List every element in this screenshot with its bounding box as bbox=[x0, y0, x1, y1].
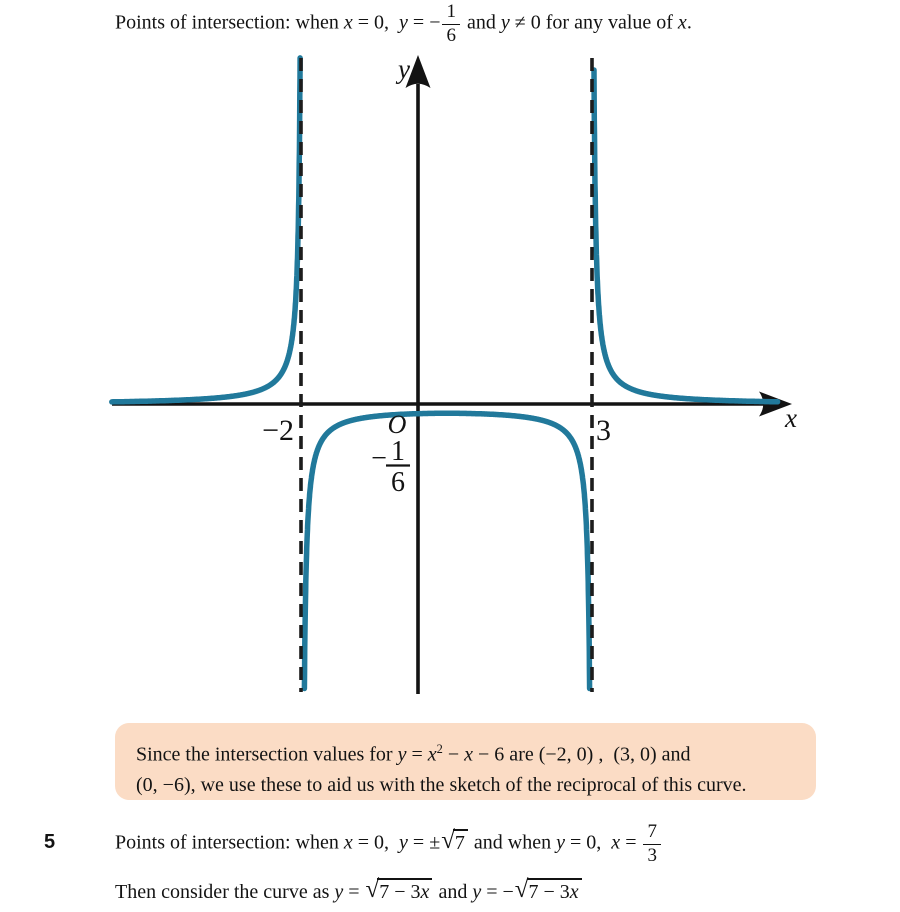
y-intercept-minus-sign: − bbox=[371, 443, 387, 474]
curve-left-branch bbox=[112, 58, 300, 402]
note-box-line2: (0, −6), we use these to aid us with the sketch of the reciprocal of this curve. bbox=[136, 773, 747, 796]
x-tick-minus2: −2 bbox=[262, 414, 294, 447]
item5-line2-text: Then consider the curve as y = √ 7 − 3x and y = − √ 7 − 3x bbox=[115, 878, 583, 905]
radical-icon: √ bbox=[365, 875, 380, 903]
note-box-line1: Since the intersection values for $y = x^2 - x - 6$ are (−2, 0) , (3, 0) and bbox=[136, 742, 691, 766]
reciprocal-curve-graph bbox=[108, 46, 802, 698]
radical-icon: √ bbox=[441, 826, 455, 854]
intro-sentence bbox=[115, 0, 835, 48]
item5-line1-text: Points of intersection: when x = 0, y = ± √ 7 and when y = 0, x = $\frac{7}{3}$ bbox=[115, 822, 663, 866]
x-tick-3: 3 bbox=[596, 414, 611, 447]
note-box bbox=[115, 723, 816, 800]
y-intercept-label bbox=[371, 436, 410, 498]
x-axis-label: x bbox=[785, 403, 797, 433]
radical-icon: √ bbox=[514, 875, 529, 903]
y-axis-label: y bbox=[398, 54, 410, 84]
item-number: 5 bbox=[44, 831, 56, 853]
origin-label: O bbox=[387, 410, 407, 439]
y-intercept-numerator: 1 bbox=[391, 436, 405, 467]
intro-sentence-text: Points of intersection: when x = 0, y = − $\frac{1}{6}$ and y ≠ 0 for any value of x. bbox=[115, 0, 692, 46]
curve-middle-branch bbox=[304, 413, 589, 688]
y-intercept-denominator: 6 bbox=[391, 467, 405, 498]
item5-line2-container bbox=[115, 874, 855, 908]
item5-line1-container bbox=[115, 817, 855, 871]
curve-right-branch bbox=[594, 70, 778, 402]
